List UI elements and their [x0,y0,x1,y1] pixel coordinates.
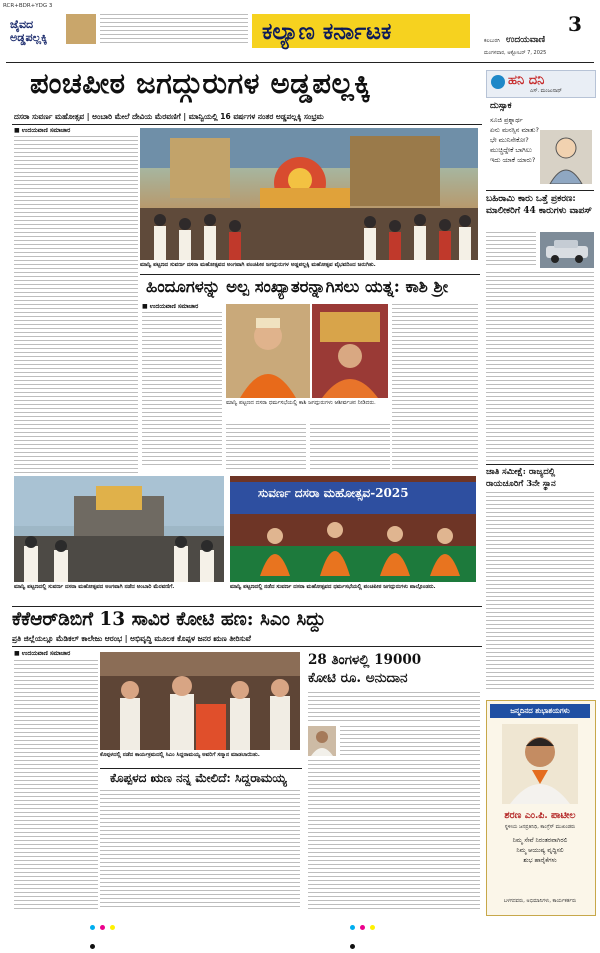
poem-line: ಏನು ಮನಸ್ಸಿನ ಮಾತು? [490,126,539,134]
poem-line: ಇದು ಯಾಕೆ ಯಾರು? [490,156,536,164]
kkrdb-subhead: ಪ್ರತಿ ಜಿಲ್ಲೆಯಲ್ಲೂ ಮೆಡಿಕಲ್ ಕಾಲೇಜು ಆರಂಭ | ಅಭಿವೃದ್ಧಿ ಮೂಲಕ ಕೊಪ್ಪಳ ಜನರ ಋಣ ತೀರಿಸುವೆ [12,634,251,643]
stage-banner: ಸುವರ್ಣ ದಸರಾ ಮಹೋತ್ಸವ-2025 [258,486,409,500]
koppal-text [100,790,300,910]
color-register-marks [90,915,120,921]
sidebar-rule [486,190,594,191]
minister-photo [308,726,336,756]
koppal-headline: ಕೊಪ್ಪಳದ ಋಣ ನನ್ನ ಮೇಲಿದೆ: ಸಿದ್ದರಾಮಯ್ಯ [110,771,287,785]
kkrdb-divider [12,646,482,647]
felicitation-illustration [100,652,300,750]
ad-wishes [490,836,590,866]
cartoon-icon [540,130,592,184]
car-icon [540,232,594,268]
sidebar-brand-sub: ಎಸ್. ಮಂಜುನಾಥ್ [530,88,562,94]
kkrdb-headline: ಕೆಕೆಆರ್‌ಡಿಬಿಗೆ 13 ಸಾವಿರ ಕೋಟಿ ಹಣ: ಸಿಎಂ ಸಿದ್ದು [12,609,326,630]
kkrdb-byline: ■ ಉದಯವಾಣಿ ಸಮಾಚಾರ [14,650,71,657]
ambari-caption: ಮಾನ್ವಿ ಪಟ್ಟಣದಲ್ಲಿ ಸುವರ್ಣ ದಸರಾ ಮಹೋತ್ಸವದ ಅಂಗವಾಗಿ ನಡೆದ ಅಂಬಾರಿ ಮೆರವಣಿಗೆ. [14,584,175,590]
car-text-1 [486,232,536,268]
ad-wish-line: ಶುಭ ಹಾರೈಕೆಗಳು [523,857,557,864]
sidebar-brand: ಹನಿ ದನಿ [508,73,545,88]
hindu-byline: ■ ಉದಯವಾಣಿ ಸಮಾಚಾರ [142,303,199,310]
caste-headline: ಜಾತಿ ಸಮೀಕ್ಷೆ: ರಾಜ್ಯದಲ್ಲಿ ರಾಯಚೂರಿಗೆ 3ನೇ ಸ್ಥಾನ [486,467,556,489]
ad-wish-line: ನಿಮ್ಮ ಆಯುಷ್ಯ ವೃದ್ಧಿಸಲಿ [516,847,564,854]
ambari-photo [14,476,224,582]
hindu-photo-2 [312,304,388,398]
portrait-illustration [502,724,578,804]
kkrdb-text-1 [14,660,98,910]
hindu-column-text-2 [226,424,306,470]
column-illustration [540,130,592,184]
paper-prefix: ಕಲಬುರಗಿ [484,38,500,44]
teaser-photo [66,14,96,44]
procession-illustration [140,128,478,260]
grant-headline-2: ಕೋಟಿ ರೂ. ಅನುದಾನ [308,670,408,686]
paper-name: ಉದಯವಾಣಿ [506,35,546,45]
teaser-text [100,14,248,46]
lead-photo-caption: ಮಾನ್ವಿ ಪಟ್ಟಣದ ಸುವರ್ಣ ದಸರಾ ಮಹೋತ್ಸವದ ಅಂಗವಾಗಿ ಪಂಚಪೀಠ ಜಗದ್ಗುರುಗಳ ಅಡ್ಡಪಲ್ಲಕ್ಕಿ ಮಹೋತ್ಸವ ವೈಭವದಿಂದ ಜರುಗಿತು. [140,262,376,268]
teaser-title: ಜೈವದ ಅಡ್ಡಪಲ್ಲಕ್ಕಿ [10,18,48,44]
ambari-illustration [14,476,224,582]
hindu-photo-caption: ಮಾನ್ವಿ ಪಟ್ಟಣದ ದಸರಾ ಧರ್ಮಸಭೆಯಲ್ಲಿ ಕಾಶಿ ಜಗದ್ಗುರುಗಳು ಆಶೀರ್ವಚನ ನೀಡಿದರು. [226,400,376,406]
masthead-divider [6,62,594,63]
seer-illustration-2 [312,304,388,398]
grant-text-1 [308,692,480,722]
stage-caption: ಮಾನ್ವಿ ಪಟ್ಟಣದಲ್ಲಿ ನಡೆದ ಸುವರ್ಣ ದಸರಾ ಮಹೋತ್ಸವದ ಧರ್ಮಸಭೆಯಲ್ಲಿ ಪಂಚಪೀಠ ಜಗದ್ಗುರುಗಳು ಪಾಲ್ಗೊಂಡರು. [230,584,436,590]
hindu-photo-1 [226,304,310,398]
lead-photo [140,128,478,260]
hindu-column-text-3 [310,424,390,470]
lead-divider [12,124,482,125]
car-headline: ಬಹಿರಾಮಿ ಕಾರು ಒತ್ತೆ ಪ್ರಕರಣ: ಮಾಲೀಕರಿಗೆ 44 ಕಾರುಗಳು ವಾಪಸ್ [486,194,592,216]
hindu-top-rule [140,274,480,275]
caste-text [486,492,594,692]
poem-line: ಭೇ ಮುನಿಸೇಕೋ? [490,136,529,144]
ad-title: ಜನ್ಮದಿನದ ಶುಭಾಶಯಗಳು [510,706,570,715]
lead-column-text [14,136,138,528]
page-number: 3 [568,12,582,36]
ad-portrait [502,724,578,804]
color-register-marks-2 [350,915,380,921]
edition-code: RCR+BDR+YDG 3 [3,3,53,9]
ad-name: ಶರಣ ಎಂ.ಪಿ. ಪಾಟೀಲ [504,810,576,821]
poem-line: ಮುಚ್ಚಿದ್ದೇಕೆ ಬಾಗಿಲು [490,146,533,154]
car-text-2 [486,272,594,462]
person-icon [308,726,336,756]
ad-footer: ಬಳಗದವರು, ಅಭಿಮಾನಿಗಳು, ಕಾರ್ಯಕರ್ತರು [503,898,577,904]
grant-text-3 [308,760,480,910]
car-photo [540,232,594,268]
grant-headline-1: 28 ತಿಂಗಳಲ್ಲಿ 19000 [308,652,422,668]
hindu-column-text-1 [142,312,222,468]
issue-date: ಮಂಗಳವಾರ, ಅಕ್ಟೋಬರ್ 7, 2025 [484,50,547,56]
lead-headline: ಪಂಚಪೀಠ ಜಗದ್ಗುರುಗಳ ಅಡ್ಡಪಲ್ಲಕ್ಕಿ [30,66,372,100]
grant-text-2 [340,726,480,756]
cm-photo [100,652,300,750]
ad-wish-line: ನಿಮ್ಮ ಸೇವೆ ನಿರಂತರವಾಗಿರಲಿ [512,837,568,844]
cm-photo-caption: ಕೊಪ್ಪಳದಲ್ಲಿ ನಡೆದ ಕಾರ್ಯಕ್ರಮದಲ್ಲಿ ಸಿಎಂ ಸಿದ್ದರಾಮಯ್ಯ ಅವರಿಗೆ ಸನ್ಮಾನ ಮಾಡಲಾಯಿತು. [100,752,260,758]
sidebar-rule-2 [486,464,594,465]
hindu-headline: ಹಿಂದೂಗಳನ್ನು ಅಲ್ಪ ಸಂಖ್ಯಾತರನ್ನಾಗಿಸಲು ಯತ್ನ: ಕಾಶಿ ಶ್ರೀ [146,277,449,296]
koppal-rule [100,768,302,769]
water-drop-icon [491,75,505,89]
kkrdb-top-rule [12,606,482,607]
masthead-title: ಕಲ್ಯಾಣ ಕರ್ನಾಟಕ [262,18,392,45]
lead-byline: ■ ಉದಯವಾಣಿ ಸಮಾಚಾರ [14,127,71,134]
ad-designation: ಸ್ಥಳೀಯ ಜನಪ್ರತಿನಿಧಿ, ಕಾಂಗ್ರೆಸ್ ಮುಖಂಡರು [504,824,576,830]
seer-illustration [226,304,310,398]
poem-line: ಸೂಜಿ ಪ್ರಶ್ನಾರ್ಥ [490,116,523,124]
lead-subhead: ದಸರಾ ಸುವರ್ಣ ಮಹೋತ್ಸವ | ಅಂಬಾರಿ ಮೇಲೆ ದೇವಿಯ ಮೆರವಣಿಗೆ | ಮಾನ್ವಿಯಲ್ಲಿ 16 ವರ್ಷಗಳ ನಂತರ ಅಡ್ಡಪಲ್ಲಕ್ಕಿ ಸಂಭ್ರಮ [14,112,324,121]
hindu-column-text-4 [392,304,478,470]
column-title: ದುಸ್ಸಾಕ [490,101,512,111]
